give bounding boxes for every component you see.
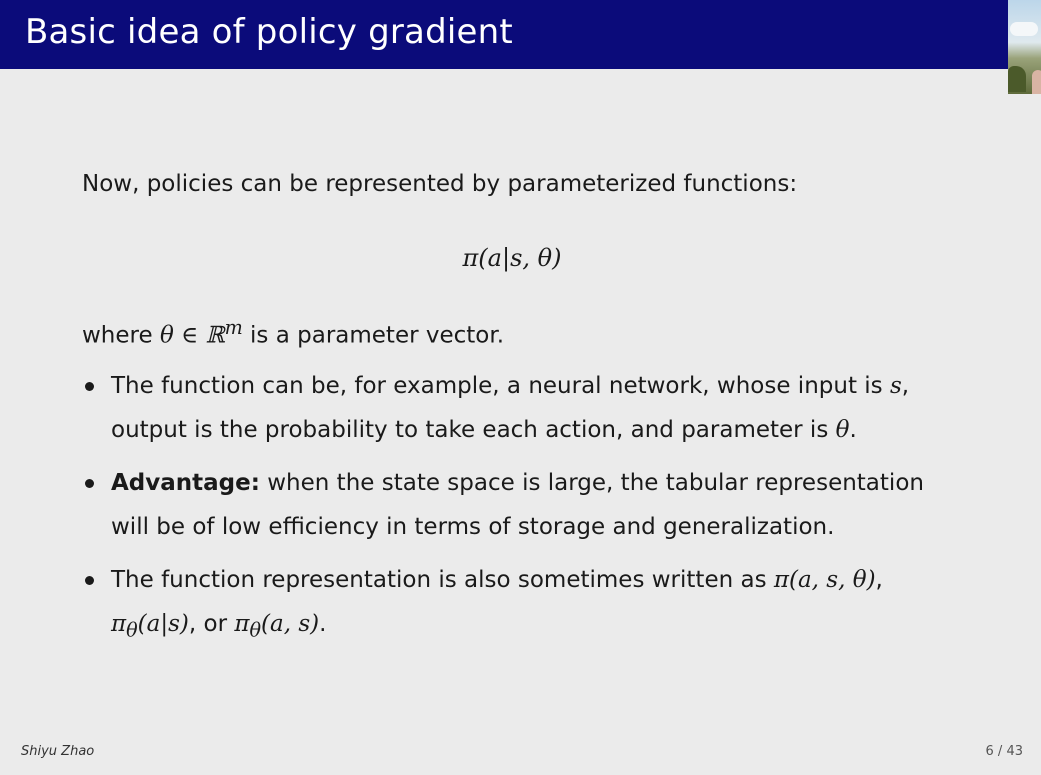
bullet-1-math-b: θ: [835, 416, 850, 443]
parameter-definition: [82, 304, 962, 360]
bullet-3-text-d: .: [319, 610, 327, 637]
bullet-dot-icon: [85, 479, 94, 488]
bullet-3-math-b2: (a|s): [137, 610, 189, 637]
slide-content: [82, 160, 962, 661]
bullet-3-math-a: π(a, s, θ): [773, 566, 876, 593]
bullet-3-text-b: ,: [875, 566, 883, 593]
bullet-3-math-c: π: [234, 610, 250, 637]
bullet-item-neural-network: [82, 364, 962, 452]
bullet-item-advantage: [82, 461, 962, 549]
thumbnail-bush: [1008, 66, 1026, 92]
bullet-list: [82, 364, 962, 653]
where-prefix: where: [82, 322, 160, 349]
bullet-3-math-c2: (a, s): [261, 610, 320, 637]
bullet-3-text-c: , or: [188, 610, 235, 637]
title-bar: [0, 0, 1041, 69]
bullet-1-text-c: .: [849, 416, 857, 443]
bullet-1-math-a: s: [889, 372, 902, 399]
thumbnail-hand: [1032, 70, 1041, 94]
bullet-3-text-a: The function representation is also sometimes written as: [111, 566, 774, 593]
where-sup: m: [224, 316, 243, 339]
page-number: 6 / 43: [985, 744, 1023, 759]
bullet-3-sub-c: θ: [249, 618, 262, 642]
advantage-text: when the state space is large, the tabular representation will be of low efficiency in terms of storage and generalization.: [111, 469, 924, 540]
intro-text: Now, policies can be represented by parameterized functions:: [82, 171, 798, 197]
bullet-item-notation: [82, 558, 962, 653]
bullet-1-text-a: The function can be, for example, a neural network, whose input is: [111, 372, 890, 399]
where-suffix: is a parameter vector.: [242, 322, 505, 349]
bullet-1-text-b: , output is the probability to take each action, and parameter is: [111, 372, 910, 443]
bullet-3-math-b: π: [111, 610, 127, 637]
video-thumbnail-image: [1008, 0, 1041, 94]
policy-formula: π(a|s, θ): [462, 244, 562, 272]
where-math: θ ∈ ℝ: [159, 322, 225, 349]
bullet-dot-icon: [85, 382, 94, 391]
bullet-3-sub-b: θ: [126, 618, 138, 642]
advantage-label: Advantage:: [111, 469, 260, 496]
slide-title: Basic idea of policy gradient: [25, 12, 513, 52]
thumbnail-cloud: [1010, 22, 1038, 36]
footer-author: Shiyu Zhao: [21, 744, 95, 759]
bullet-dot-icon: [85, 576, 94, 585]
